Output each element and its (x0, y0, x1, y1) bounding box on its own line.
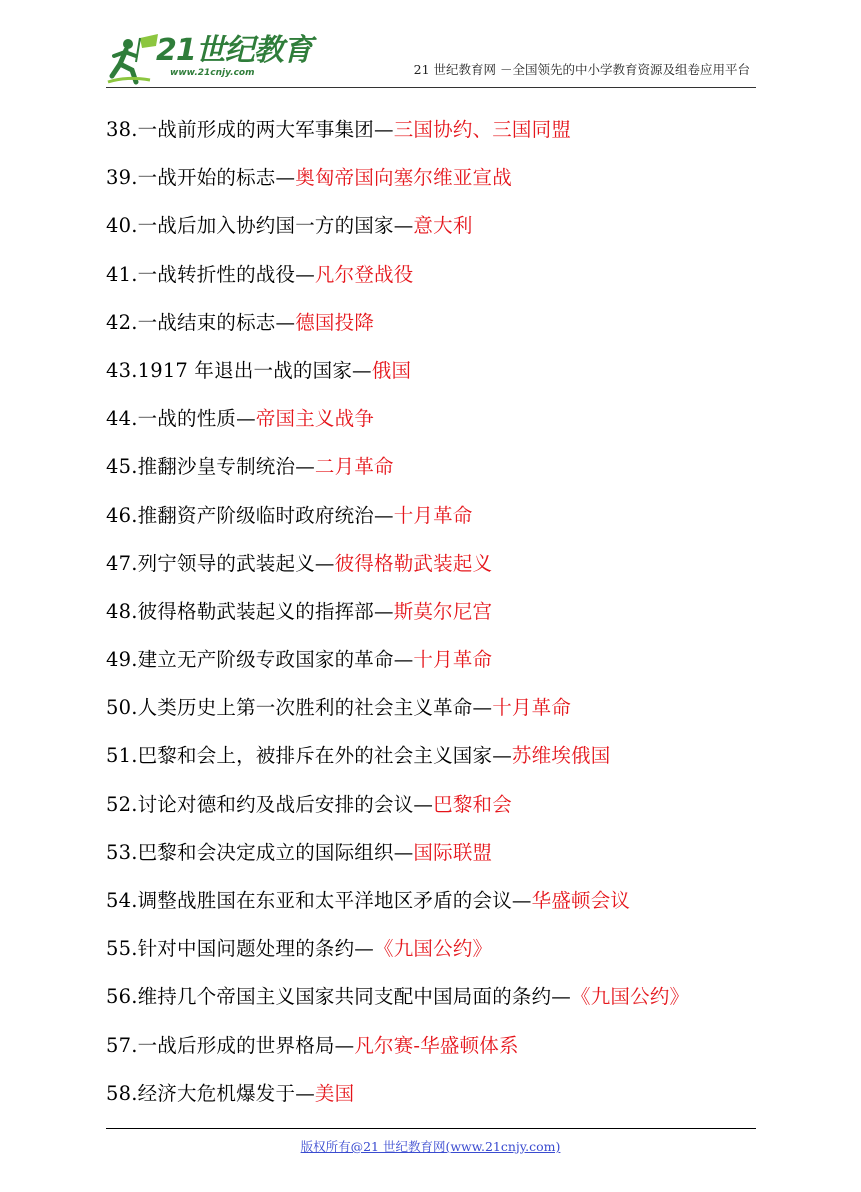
item-answer: 帝国主义战争 (255, 407, 375, 431)
list-item (106, 251, 756, 299)
item-answer: 十月革命 (492, 696, 572, 720)
footer-divider (106, 1128, 756, 1129)
item-answer: 彼得格勒武装起义 (334, 551, 493, 575)
item-question: 40.一战后加入协约国一方的国家— (106, 214, 414, 238)
item-question: 52.讨论对德和约及战后安排的会议— (106, 792, 434, 816)
page-footer (0, 1137, 861, 1155)
list-item (106, 395, 756, 443)
item-answer: 十月革命 (413, 648, 493, 672)
item-answer: 二月革命 (314, 455, 394, 479)
item-answer: 意大利 (413, 214, 473, 238)
list-item (106, 1022, 756, 1070)
list-item (106, 636, 756, 684)
item-question: 53.巴黎和会决定成立的国际组织— (106, 840, 414, 864)
item-answer: 奥匈帝国向塞尔维亚宣战 (295, 166, 512, 190)
list-item (106, 347, 756, 395)
item-answer: 凡尔赛-华盛顿体系 (354, 1033, 519, 1057)
list-item (106, 299, 756, 347)
item-question: 57.一战后形成的世界格局— (106, 1033, 355, 1057)
item-question: 58.经济大危机爆发于— (106, 1081, 315, 1105)
list-item (106, 202, 756, 250)
item-answer: 国际联盟 (413, 840, 493, 864)
list-item (106, 492, 756, 540)
header-tagline: 21 世纪教育网 －全国领先的中小学教育资源及组卷应用平台 (413, 62, 750, 77)
item-answer: 三国协约、三国同盟 (393, 118, 572, 141)
item-question: 54.调整战胜国在东亚和太平洋地区矛盾的会议— (106, 889, 532, 912)
item-question: 42.一战结束的标志— (106, 310, 296, 334)
list-item (106, 684, 756, 732)
list-item (106, 877, 756, 925)
item-answer: 《九国公约》 (571, 985, 690, 1009)
list-item (106, 443, 756, 491)
list-item (106, 540, 756, 588)
list-item (106, 973, 756, 1021)
item-question: 44.一战的性质— (106, 407, 256, 431)
copyright-link[interactable]: 版权所有@21 世纪教育网(www.21cnjy.com) (300, 1139, 561, 1154)
item-question: 55.针对中国问题处理的条约— (106, 937, 375, 961)
item-question: 56.维持几个帝国主义国家共同支配中国局面的条约— (106, 985, 572, 1009)
list-item (106, 925, 756, 973)
item-question: 50.人类历史上第一次胜利的社会主义革命— (106, 696, 493, 720)
list-item (106, 154, 756, 202)
item-answer: 《九国公约》 (374, 937, 493, 961)
list-item (106, 732, 756, 780)
list-item (106, 1070, 756, 1118)
item-answer: 华盛顿会议 (531, 889, 631, 912)
item-answer: 凡尔登战役 (314, 262, 414, 286)
item-answer: 斯莫尔尼宫 (393, 599, 493, 623)
item-answer: 十月革命 (393, 503, 473, 527)
page-header (106, 28, 756, 90)
list-item (106, 829, 756, 877)
list-item (106, 106, 756, 154)
item-answer: 苏维埃俄国 (511, 744, 611, 768)
item-question: 43.1917 年退出一战的国家— (106, 358, 372, 382)
item-question: 41.一战转折性的战役— (106, 262, 315, 286)
item-question: 38.一战前形成的两大军事集团— (106, 118, 394, 141)
header-divider (106, 87, 756, 88)
list-item (106, 781, 756, 829)
item-answer: 巴黎和会 (433, 792, 512, 816)
item-answer: 美国 (314, 1081, 355, 1105)
question-list (106, 106, 756, 1118)
item-answer: 俄国 (371, 358, 412, 382)
item-answer: 德国投降 (295, 310, 375, 334)
logo-url: www.21cnjy.com (170, 68, 255, 78)
item-question: 47.列宁领导的武装起义— (106, 551, 335, 575)
site-logo[interactable] (106, 32, 312, 88)
item-question: 39.一战开始的标志— (106, 166, 296, 190)
logo-text: 21世纪教育 (156, 33, 312, 68)
list-item (106, 588, 756, 636)
item-question: 46.推翻资产阶级临时政府统治— (106, 503, 394, 527)
item-question: 49.建立无产阶级专政国家的革命— (106, 648, 414, 672)
item-question: 48.彼得格勒武装起义的指挥部— (106, 599, 394, 623)
item-question: 51.巴黎和会上，被排斥在外的社会主义国家— (106, 744, 512, 768)
item-question: 45.推翻沙皇专制统治— (106, 455, 315, 479)
